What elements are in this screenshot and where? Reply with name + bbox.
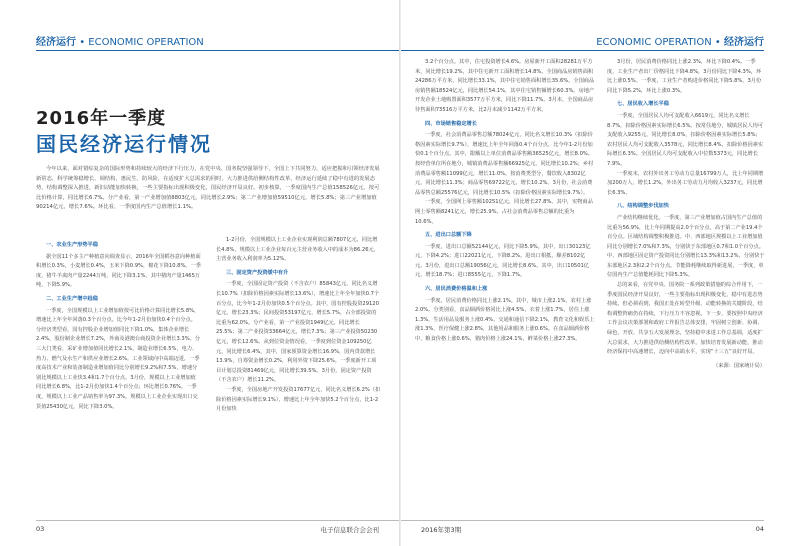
left-page-number: 03 bbox=[36, 525, 45, 533]
right-issue-label: 2016年第3期 bbox=[421, 526, 462, 534]
body-paragraph: 据全国11个多主产种植意向调查显示，2016年全国稻谷意向种植面积增长0.3%，小麦增长0.4%，玉米下降0.9%，棉花下降10.8%。一季度，猪牛羊禽肉产量2244万吨，同比下降3.1%，其中猪肉产量1465万吨，下降5.9%。 bbox=[36, 253, 201, 289]
body-paragraph: 一季度，进出口总额52144亿元，同比下降5.9%。其中，出口30123亿元，下降4.2%；进口22021亿元，下降8.2%。进出口相抵，顺差8102亿元。3月份，进出口总额19056亿元，同比增长8.6%。其中，出口10501亿元，增长18.7%；进口8555亿元，下降1.7%。 bbox=[415, 243, 591, 279]
right-page-number: 04 bbox=[755, 525, 764, 533]
body-paragraph: 一季度，全国居民人均可支配收入6619元，同比名义增长8.7%，扣除价格因素实际增长6.5%。按常住地分，城镇居民人均可支配收入9255元，同比增长8.0%，扣除价格因素实际增长5.8%；农村居民人均可支配收入3578元，同比增长8.4%，扣除价格因素实际增长6.3%。全国居民人均可支配收入中位数5373元，同比增长7.9%。 bbox=[607, 112, 764, 167]
left-publication-name: 电子信息联合会会刊 bbox=[320, 526, 379, 534]
article-title-line2: 国民经济运行情况 bbox=[36, 132, 212, 156]
section-heading: 六、居民消费价格温和上涨 bbox=[425, 286, 488, 293]
body-paragraph: 一季度，全国房地产开发投资17677亿元，同比名义增长6.2%（扣除价格因素实际增长9.1%），增速比上年全年加快5.2个百分点，比1-2月份加快 bbox=[216, 386, 381, 413]
section-heading: 三、固定资产投资缓中有升 bbox=[226, 269, 289, 276]
section-heading: 五、进出口总额下降 bbox=[425, 232, 472, 239]
article-intro: 今年以来，面对错综复杂的国际形势和持续较大的经济下行压力，在党中央、国务院坚强领导下，全国上下共同努力，适应把握和引领经济发展新常态，科学统筹稳增长、调结构、惠民生、防风险，在适度扩大总需求的同时，大力推进供给侧结构性改革，经济运行延续了稳中有进的发展态势，结构调整深入推进，新旧动能加快转换，一些主要指标出现积极变化，国民经济开局良好。初步核算，一季度国内生产总值158526亿元，按可比价格计算，同比增长6.7%。分产业看，第一产业增加值8803亿元，同比增长2.9%；第二产业增加值59510亿元，增长5.8%；第三产业增加值90214亿元，增长7.6%。环比看，一季度国内生产总值增长1.1%。 bbox=[36, 166, 380, 210]
left-footer-rule bbox=[36, 520, 399, 521]
body-paragraph: 一季度，全国固定资产投资（不含农户）85843亿元，同比名义增长10.7%（扣除价格因素实际增长13.6%），增速比上年全年加快0.7个百分点，比今年1-2月份加快0.5个百分点。其中，国有控股投资29120亿元，增长23.3%；民间投资53197亿元，增长5.7%，占全部投资的比重为62.0%。分产业看，第一产业投资1949亿元，同比增长25.5%；第二产业投资33664亿元，增长7.3%；第三产业投资50230亿元，增长12.6%。从到位资金情况看，一季度到位资金109250亿元，同比增长6.4%。其中，国家预算资金增长16.9%，国内贷款增长13.9%，自筹资金增长0.2%，利用外资下降25.6%。一季度新开工项目计划总投资81469亿元，同比增长39.5%。3月份，固定资产投资（不含农户）增长11.2%。 bbox=[216, 281, 380, 384]
body-paragraph: 一季度，社会消费品零售总额78024亿元，同比名义增长10.3%（扣除价格因素实际增长9.7%），增速比上年全年回落0.4个百分点，比今年1-2月份加快0.1个百分点。其中，限额以上单位消费品零售额36525亿元，增长8.0%。按经营单位所在地分，城镇消费品零售额66925亿元，同比增长10.2%；乡村消费品零售额11099亿元，增长11.0%。按消费类型分，餐饮收入8302亿元，同比增长11.3%；商品零售69722亿元，增长10.2%。3月份，社会消费品零售总额25576亿元，同比增长10.5%（扣除价格因素实际增长9.7%）。 bbox=[415, 132, 594, 196]
body-paragraph: 一季度，全国规模以上工业增加值按可比价格计算同比增长5.8%，增速比上年全年回落0.3个百分点，比今年1-2月份加快0.4个百分点。分经济类型看，国有控股企业增加值同比下降1.0%，集体企业增长2.4%，股份制企业增长7.2%，外商及港澳台商投资企业增长3.3%。分三大门类看，采矿业增加值同比增长2.1%，制造业增长6.5%，电力、热力、燃气及水生产和供应业增长2.6%。工业领域向中高端迈进，一季度高技术产业和装备制造业增加值同比分别增长9.2%和7.5%，增速分别比规模以上工业快3.4和1.7个百分点。3月份，规模以上工业增加值同比增长6.8%，比1-2月份加快1.4个百分点；环比增长0.76%。一季度，规模以上工业产品销售率为97.3%。规模以上工业企业实现出口交货值25430亿元，同比下降3.0%。 bbox=[36, 307, 201, 410]
body-paragraph: 一季度，居民消费价格同比上涨2.1%。其中，城市上涨2.1%，农村上涨2.0%。分类别看，食品烟酒价格同比上涨4.5%，衣着上涨1.7%，居住上涨1.3%，生活用品及服务上涨0.4%，交通和通信下降2.1%，教育文化和娱乐上涨1.3%，医疗保健上涨2.8%，其他用品和服务上涨0.6%。在食品烟酒价格中，粮食价格上涨0.6%，猪肉价格上涨24.1%，鲜菜价格上涨27.3%。 bbox=[415, 297, 595, 343]
body-paragraph: 一季度，全国网上零售额10251亿元，同比增长27.8%。其中，实物商品网上零售额8241亿元，增长25.9%，占社会消费品零售总额的比重为10.6%。 bbox=[415, 199, 593, 225]
article-column-4 bbox=[607, 58, 765, 371]
right-footer-rule bbox=[401, 520, 764, 521]
body-paragraph: 1-2月份，全国规模以上工业企业实现利润总额7807亿元，同比增长4.8%，规模以上工业企业每百元主营业务收入中的成本为86.26元，主营业务收入利润率为5.12%。 bbox=[216, 237, 379, 263]
article-column-3 bbox=[415, 58, 595, 345]
article-column-1 bbox=[36, 241, 201, 412]
body-paragraph: 一季度末，农村外出务工劳动力总量16799万人，比上年同期增加200万人，增长1.2%。外出务工劳动力月均收入3237元，同比增长6.3%。 bbox=[607, 170, 764, 196]
body-paragraph: 3.2个百分点。其中，住宅投资增长4.6%。房屋新开工面积28281万平方米，同比增长19.2%，其中住宅新开工面积增长14.8%。全国商品房销售面积24286万平方米，同比增长33.1%，其中住宅销售面积增长35.6%。全国商品房销售额18524亿元，同比增长54.1%，其中住宅销售额增长60.3%。房地产开发企业土地购置面积3577万平方米，同比下降11.7%。3月末，全国商品房待售面积73516万平方米，比2月末减少1142万平方米。 bbox=[415, 59, 595, 113]
body-paragraph: 总的来看，在党中央、国务院一系列政策措施的综合作用下，一季度国民经济开局良好，一些主要指标出现积极变化，稳中有进态势持续。但必须看到，我国正处在转型升级、动能转换的关键阶段，结构调整阵痛仍在持续，下行压力不容忽视。下一步，要按照中央经济工作会议决策部署和政府工作报告总体安排，牢固树立创新、协调、绿色、开放、共享五大发展理念，坚持稳中求进工作总基调，适度扩大总需求，大力推进供给侧结构性改革，加快培育发展新动能，推动经济保持中高速增长，迈向中高端水平，实现“十三五”良好开局。 bbox=[607, 282, 763, 356]
right-header-cn: 经济运行 bbox=[724, 37, 764, 48]
right-header-rule bbox=[401, 50, 764, 51]
right-page bbox=[401, 0, 800, 546]
left-header: 经济运行 • ECONOMIC OPERATION bbox=[36, 37, 204, 48]
article-column-2 bbox=[216, 236, 381, 415]
article-title-line1: 2016年一季度 bbox=[36, 108, 167, 129]
right-header: ECONOMIC OPERATION • 经济运行 bbox=[596, 37, 764, 48]
section-heading: 七、居民收入增长平稳 bbox=[617, 101, 669, 108]
section-heading: 四、市场销售稳定增长 bbox=[425, 120, 477, 127]
section-heading: 一、农业生产形势平稳 bbox=[46, 242, 98, 248]
body-paragraph: 3月份，居民消费价格同比上涨2.3%，环比下降0.4%。一季度，工业生产者出厂价格同比下降4.8%，3月份同比下降4.3%，环比上涨0.5%。一季度，工业生产者购进价格同比下降5.8%，3月份同比下降5.2%，环比上涨0.3%。 bbox=[607, 59, 762, 94]
article-source: （来源：国家统计局） bbox=[713, 362, 765, 369]
left-header-en: ECONOMIC OPERATION bbox=[88, 37, 204, 48]
right-header-en: ECONOMIC OPERATION bbox=[596, 37, 712, 48]
section-heading: 二、工业生产增中趋稳 bbox=[46, 295, 98, 302]
body-paragraph: 产业结构继续优化。一季度，第三产业增加值占国内生产总值的比重为56.9%，比上年同期提高2.0个百分点，高于第二产业19.4个百分点。区域结构调整积极推进。中、西部地区规模以上工业增加值同比分别增长7.0%和7.3%，分别快于东部地区0.7和1.0个百分点。中、西部地区固定资产投资同比分别增长13.3%和13.2%，分别快于东部地区2.3和2.2个百分点。节能降耗继续取得新进展，一季度，单位国内生产总值能耗同比下降5.3%。 bbox=[607, 214, 765, 279]
left-page bbox=[0, 0, 399, 546]
section-heading: 八、结构调整步伐加快 bbox=[617, 203, 669, 210]
left-header-rule bbox=[36, 50, 399, 51]
left-header-cn: 经济运行 bbox=[36, 37, 76, 48]
